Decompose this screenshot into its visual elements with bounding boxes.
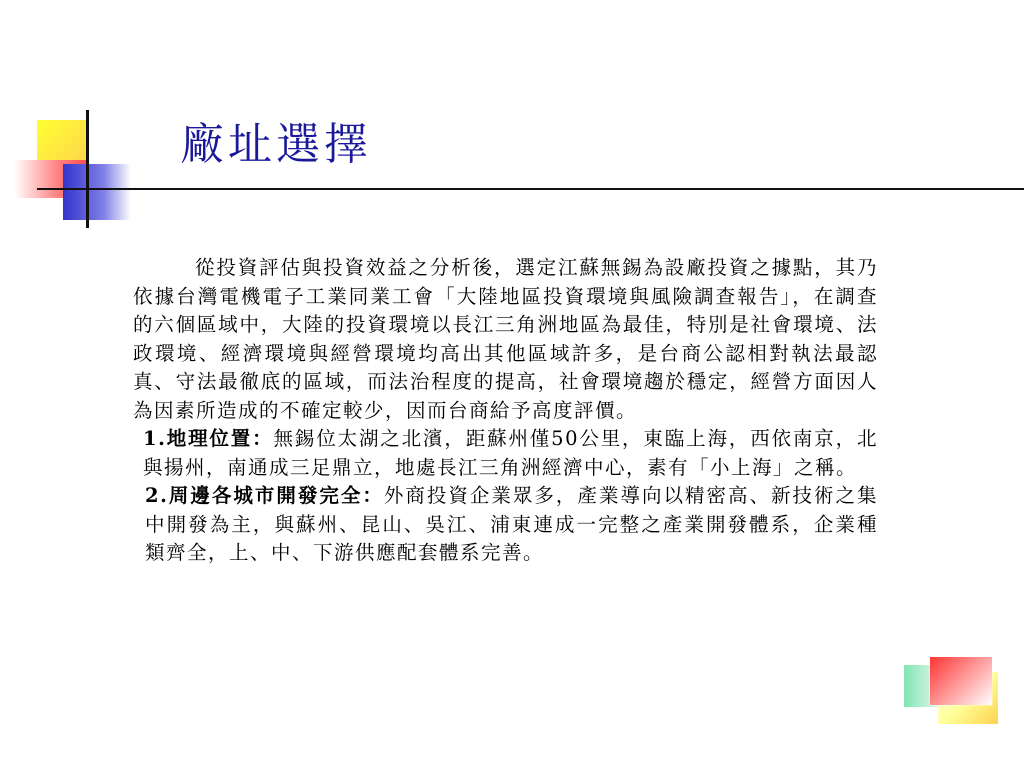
item-heading: 2.周邊各城市開發完全： — [145, 484, 384, 507]
slide-title: 廠址選擇 — [180, 119, 372, 170]
item-heading: 1.地理位置： — [143, 427, 274, 450]
decor-vertical-line — [86, 110, 89, 228]
title-underline — [37, 188, 1024, 190]
intro-paragraph: 從投資評估與投資效益之分析後，選定江蘇無錫為設廠投資之據點，其乃依據台灣電機電子工業同業工會「大陸地區投資環境與風險調查報告」，在調查的六個區域中，大陸的投資環境以長江三角洲地區為最佳，特別是社會環境、法政環境、經濟環境與經營環境均高出其他區域許多，是台商公認相對執法最認真、守法最徹底的區域，而法治程度的提高，社會環境趨於穩定，經營方面因人為因素所造成的不確定較少，因而台商給予高度評價。 — [133, 256, 878, 422]
decor-red-square-bottom — [930, 657, 992, 705]
list-item-geography — [133, 425, 878, 482]
list-item-surrounding-cities — [133, 482, 878, 568]
slide-body — [133, 254, 878, 568]
decor-blue-square — [63, 164, 131, 220]
item-text: 外商投資企業眾多，產業導向以精密高、新技術之集中開發為主，與蘇州、昆山、吳江、浦東連成一完整之產業開發體系，企業種類齊全，上、中、下游供應配套體系完善。 — [145, 484, 878, 564]
item-text: 無錫位太湖之北濱，距蘇州僅50公里，東臨上海，西依南京，北與揚州，南通成三足鼎立，地處長江三角洲經濟中心，素有「小上海」之稱。 — [143, 427, 878, 479]
